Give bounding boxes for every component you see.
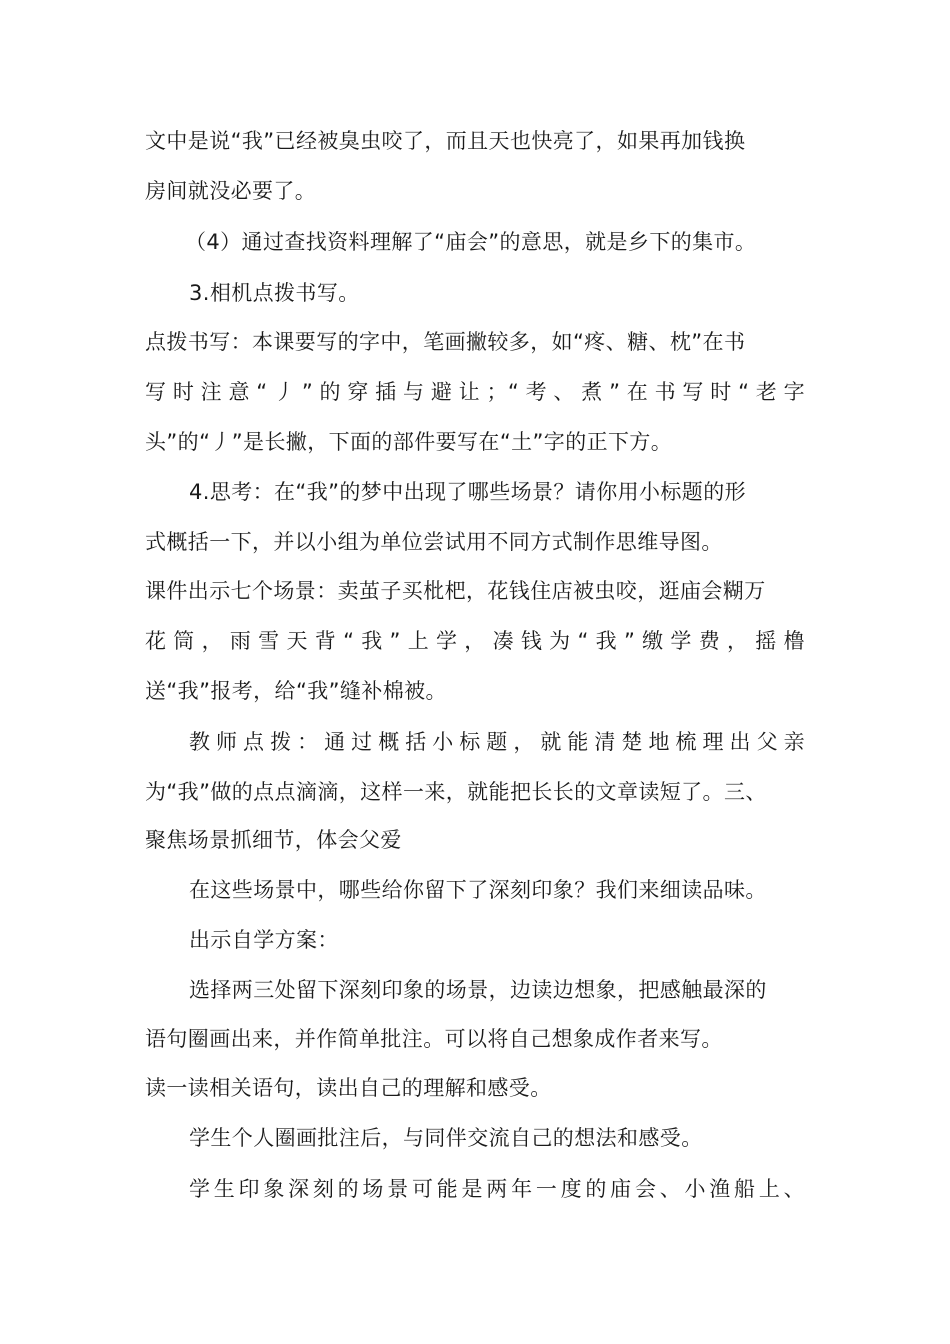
text-line-16: 在这些场景中，哪些给你留下了深刻印象？我们来细读品味。 [189,878,767,902]
text-line-12: 送“我”报考，给“我”缝补棉被。 [145,679,447,703]
text-line-22: 学生印象深刻的场景可能是两年一度的庙会、小渔船上、 [189,1177,805,1201]
text-line-8: 4.思考：在“我”的梦中出现了哪些场景？请你用小标题的形 [189,480,746,504]
text-line-14: 为“我”做的点点滴滴，这样一来，就能把长长的文章读短了。三、 [145,780,767,804]
text-line-21: 学生个人圈画批注后，与同伴交流自己的想法和感受。 [189,1126,703,1150]
text-line-6: 写时注意“丿”的穿插与避让；“考、煮”在书写时“老字 [145,380,805,404]
text-line-20: 读一读相关语句，读出自己的理解和感受。 [145,1076,552,1100]
text-line-15: 聚焦场景抓细节，体会父爱 [145,828,402,852]
text-line-13: 教师点拨：通过概括小标题，就能清楚地梳理出父亲 [189,730,805,754]
text-line-18: 选择两三处留下深刻印象的场景，边读边想象，把感触最深的 [189,978,767,1002]
text-line-17: 出示自学方案： [189,928,339,952]
text-line-5: 点拨书写：本课要写的字中，笔画撇较多，如“疼、糖、枕”在书 [145,330,746,354]
text-line-2: 房间就没必要了。 [145,179,317,203]
text-line-4: 3.相机点拨书写。 [189,281,360,305]
text-line-9: 式概括一下，并以小组为单位尝试用不同方式制作思维导图。 [145,530,723,554]
text-line-19: 语句圈画出来，并作简单批注。可以将自己想象成作者来写。 [145,1027,723,1051]
text-line-1: 文中是说“我”已经被臭虫咬了，而且天也快亮了，如果再加钱换 [145,129,746,153]
text-line-11: 花筒，雨雪天背“我”上学，凑钱为“我”缴学费，摇橹 [145,629,805,653]
text-line-3: （4）通过查找资料理解了“庙会”的意思，就是乡下的集市。 [185,230,757,254]
text-line-10: 课件出示七个场景：卖茧子买枇杷，花钱住店被虫咬，逛庙会糊万 [145,579,766,603]
text-line-7: 头”的“丿”是长撇，下面的部件要写在“土”字的正下方。 [145,430,673,454]
